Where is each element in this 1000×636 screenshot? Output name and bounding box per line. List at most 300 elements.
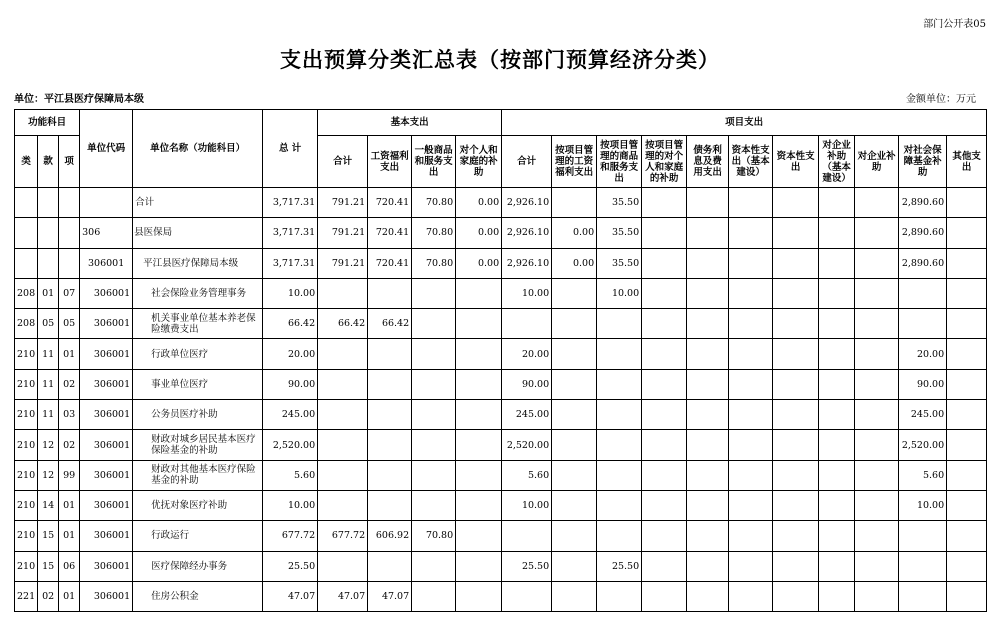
cell-kuan (38, 248, 59, 278)
header-proj-total: 合计 (502, 136, 552, 188)
cell-proj-other (947, 309, 987, 339)
cell-basic-subsidy (456, 339, 502, 369)
cell-proj-capital (773, 188, 819, 218)
cell-proj-total (502, 309, 552, 339)
cell-proj-salary (552, 278, 597, 308)
cell-basic-total: 791.21 (318, 248, 368, 278)
cell-proj-ent-basic (819, 521, 855, 551)
cell-basic-subsidy (456, 551, 502, 581)
cell-proj-capital (773, 581, 819, 611)
header-proj-other: 其他支出 (947, 136, 987, 188)
cell-unit-name: 财政对城乡居民基本医疗保险基金的补助 (133, 430, 263, 460)
cell-xiang: 02 (59, 430, 80, 460)
cell-basic-salary: 720.41 (368, 248, 412, 278)
cell-proj-capital-basic (729, 218, 773, 248)
cell-proj-salary: 0.00 (552, 218, 597, 248)
cell-proj-subsidy (642, 430, 687, 460)
cell-kuan (38, 218, 59, 248)
cell-proj-salary (552, 460, 597, 490)
cell-proj-other (947, 581, 987, 611)
header-lei: 类 (15, 136, 38, 188)
cell-proj-social (899, 278, 947, 308)
header-project: 项目支出 (502, 110, 987, 136)
cell-basic-subsidy (456, 369, 502, 399)
cell-proj-debt (687, 460, 729, 490)
cell-proj-goods (597, 339, 642, 369)
cell-basic-total (318, 460, 368, 490)
cell-proj-ent-basic (819, 430, 855, 460)
cell-proj-capital-basic (729, 248, 773, 278)
cell-proj-salary (552, 188, 597, 218)
cell-proj-ent (855, 278, 899, 308)
cell-basic-total: 677.72 (318, 521, 368, 551)
cell-proj-salary (552, 369, 597, 399)
cell-proj-other (947, 218, 987, 248)
table-row (15, 581, 987, 611)
cell-basic-salary (368, 369, 412, 399)
cell-basic-total (318, 551, 368, 581)
cell-xiang: 03 (59, 400, 80, 430)
cell-basic-goods (412, 551, 456, 581)
cell-proj-total: 10.00 (502, 490, 552, 520)
cell-proj-capital-basic (729, 581, 773, 611)
cell-proj-total: 25.50 (502, 551, 552, 581)
cell-proj-capital-basic (729, 339, 773, 369)
cell-basic-total (318, 278, 368, 308)
cell-xiang: 02 (59, 369, 80, 399)
cell-unit-name: 机关事业单位基本养老保险缴费支出 (133, 309, 263, 339)
cell-proj-total (502, 521, 552, 551)
cell-basic-goods (412, 400, 456, 430)
cell-proj-goods: 25.50 (597, 551, 642, 581)
cell-proj-total: 2,520.00 (502, 430, 552, 460)
cell-lei: 208 (15, 278, 38, 308)
cell-unit-code: 306001 (80, 339, 133, 369)
cell-lei: 210 (15, 369, 38, 399)
cell-proj-social: 5.60 (899, 460, 947, 490)
cell-total: 20.00 (263, 339, 318, 369)
cell-unit-name: 行政单位医疗 (133, 339, 263, 369)
cell-proj-other (947, 400, 987, 430)
cell-proj-capital (773, 278, 819, 308)
cell-total: 3,717.31 (263, 248, 318, 278)
cell-proj-capital-basic (729, 430, 773, 460)
cell-proj-debt (687, 218, 729, 248)
cell-total: 677.72 (263, 521, 318, 551)
cell-basic-salary (368, 339, 412, 369)
cell-unit-name: 住房公积金 (133, 581, 263, 611)
cell-proj-debt (687, 248, 729, 278)
cell-basic-salary: 720.41 (368, 218, 412, 248)
cell-lei (15, 218, 38, 248)
cell-proj-ent-basic (819, 218, 855, 248)
cell-proj-ent (855, 400, 899, 430)
cell-proj-goods: 35.50 (597, 188, 642, 218)
cell-basic-subsidy (456, 521, 502, 551)
cell-proj-ent (855, 460, 899, 490)
table-row (15, 369, 987, 399)
cell-proj-goods (597, 400, 642, 430)
cell-basic-salary: 66.42 (368, 309, 412, 339)
cell-proj-subsidy (642, 278, 687, 308)
cell-unit-code: 306001 (80, 490, 133, 520)
cell-proj-capital-basic (729, 460, 773, 490)
cell-proj-capital-basic (729, 551, 773, 581)
cell-basic-salary (368, 490, 412, 520)
table-number-label: 部门公开表05 (923, 19, 986, 30)
cell-basic-goods: 70.80 (412, 521, 456, 551)
cell-proj-debt (687, 309, 729, 339)
cell-basic-total (318, 369, 368, 399)
cell-proj-other (947, 369, 987, 399)
cell-basic-salary: 606.92 (368, 521, 412, 551)
header-basic: 基本支出 (318, 110, 502, 136)
cell-proj-goods: 35.50 (597, 248, 642, 278)
cell-proj-social: 2,890.60 (899, 188, 947, 218)
cell-basic-total: 47.07 (318, 581, 368, 611)
cell-basic-total (318, 339, 368, 369)
cell-proj-total: 245.00 (502, 400, 552, 430)
cell-xiang: 06 (59, 551, 80, 581)
cell-total: 3,717.31 (263, 188, 318, 218)
cell-proj-ent-basic (819, 278, 855, 308)
cell-proj-capital-basic (729, 521, 773, 551)
cell-unit-code: 306001 (80, 430, 133, 460)
cell-proj-ent (855, 339, 899, 369)
cell-unit-name: 合计 (133, 188, 263, 218)
cell-basic-goods: 70.80 (412, 218, 456, 248)
cell-basic-goods (412, 309, 456, 339)
cell-unit-code: 306001 (80, 400, 133, 430)
cell-kuan: 11 (38, 400, 59, 430)
cell-proj-debt (687, 400, 729, 430)
budget-table (14, 109, 987, 612)
cell-proj-capital (773, 400, 819, 430)
header-proj-subsidy: 按项目管理的对个人和家庭的补助 (642, 136, 687, 188)
cell-unit-code: 306001 (80, 460, 133, 490)
cell-proj-other (947, 188, 987, 218)
header-unit-name: 单位名称（功能科目） (133, 110, 263, 188)
cell-unit-name: 行政运行 (133, 521, 263, 551)
cell-proj-other (947, 460, 987, 490)
cell-basic-subsidy: 0.00 (456, 188, 502, 218)
cell-proj-salary (552, 490, 597, 520)
cell-lei (15, 248, 38, 278)
header-proj-goods: 按项目管理的商品和服务支出 (597, 136, 642, 188)
cell-basic-subsidy: 0.00 (456, 218, 502, 248)
cell-kuan: 01 (38, 278, 59, 308)
cell-basic-goods: 70.80 (412, 188, 456, 218)
cell-basic-subsidy (456, 400, 502, 430)
cell-proj-goods (597, 430, 642, 460)
cell-unit-code: 306001 (80, 369, 133, 399)
cell-proj-ent (855, 430, 899, 460)
cell-total: 47.07 (263, 581, 318, 611)
cell-basic-total: 66.42 (318, 309, 368, 339)
cell-unit-code: 306001 (80, 551, 133, 581)
cell-proj-debt (687, 581, 729, 611)
cell-basic-goods (412, 369, 456, 399)
cell-lei: 210 (15, 521, 38, 551)
cell-kuan: 02 (38, 581, 59, 611)
cell-proj-debt (687, 490, 729, 520)
cell-proj-capital (773, 339, 819, 369)
cell-unit-name: 优抚对象医疗补助 (133, 490, 263, 520)
cell-proj-social: 20.00 (899, 339, 947, 369)
cell-proj-social (899, 581, 947, 611)
cell-proj-ent (855, 369, 899, 399)
cell-proj-subsidy (642, 248, 687, 278)
table-row (15, 188, 987, 218)
page-title: 支出预算分类汇总表（按部门预算经济分类） (280, 48, 720, 72)
cell-total: 66.42 (263, 309, 318, 339)
cell-proj-ent (855, 521, 899, 551)
cell-basic-salary (368, 400, 412, 430)
cell-proj-goods (597, 369, 642, 399)
cell-proj-goods (597, 309, 642, 339)
cell-basic-subsidy (456, 430, 502, 460)
cell-total: 10.00 (263, 490, 318, 520)
cell-proj-capital (773, 460, 819, 490)
cell-proj-social: 2,890.60 (899, 218, 947, 248)
cell-proj-ent (855, 581, 899, 611)
cell-basic-salary: 720.41 (368, 188, 412, 218)
cell-lei: 210 (15, 490, 38, 520)
cell-proj-ent-basic (819, 188, 855, 218)
header-basic-goods: 一般商品和服务支出 (412, 136, 456, 188)
cell-proj-subsidy (642, 369, 687, 399)
header-func-subject: 功能科目 (15, 110, 80, 136)
cell-proj-capital (773, 521, 819, 551)
cell-xiang (59, 248, 80, 278)
cell-proj-other (947, 521, 987, 551)
cell-proj-total: 20.00 (502, 339, 552, 369)
cell-proj-other (947, 430, 987, 460)
table-row (15, 218, 987, 248)
header-basic-total: 合计 (318, 136, 368, 188)
cell-proj-capital-basic (729, 400, 773, 430)
cell-basic-total: 791.21 (318, 188, 368, 218)
cell-unit-name: 公务员医疗补助 (133, 400, 263, 430)
cell-proj-ent-basic (819, 248, 855, 278)
cell-kuan: 12 (38, 430, 59, 460)
cell-basic-subsidy: 0.00 (456, 248, 502, 278)
cell-proj-salary (552, 400, 597, 430)
cell-kuan: 15 (38, 521, 59, 551)
header-proj-ent-basic: 对企业补助（基本建设） (819, 136, 855, 188)
cell-proj-debt (687, 551, 729, 581)
cell-basic-goods (412, 278, 456, 308)
cell-proj-goods (597, 581, 642, 611)
cell-lei: 221 (15, 581, 38, 611)
cell-lei: 210 (15, 339, 38, 369)
cell-unit-code: 306001 (80, 581, 133, 611)
cell-proj-capital (773, 369, 819, 399)
cell-xiang: 01 (59, 339, 80, 369)
cell-proj-other (947, 248, 987, 278)
header-basic-subsidy: 对个人和家庭的补助 (456, 136, 502, 188)
cell-proj-other (947, 490, 987, 520)
cell-proj-capital (773, 309, 819, 339)
cell-proj-capital (773, 490, 819, 520)
cell-basic-total (318, 400, 368, 430)
cell-proj-ent (855, 551, 899, 581)
cell-xiang: 01 (59, 490, 80, 520)
header-proj-capital-basic: 资本性支出（基本建设） (729, 136, 773, 188)
cell-lei: 210 (15, 551, 38, 581)
cell-proj-capital (773, 248, 819, 278)
cell-basic-salary: 47.07 (368, 581, 412, 611)
cell-xiang: 05 (59, 309, 80, 339)
cell-proj-ent-basic (819, 551, 855, 581)
cell-proj-goods (597, 490, 642, 520)
cell-proj-subsidy (642, 339, 687, 369)
cell-unit-name: 事业单位医疗 (133, 369, 263, 399)
header-proj-debt: 债务利息及费用支出 (687, 136, 729, 188)
cell-basic-subsidy (456, 490, 502, 520)
cell-proj-total: 2,926.10 (502, 218, 552, 248)
cell-proj-debt (687, 188, 729, 218)
cell-lei: 210 (15, 400, 38, 430)
cell-proj-ent-basic (819, 490, 855, 520)
cell-unit-name: 财政对其他基本医疗保险基金的补助 (133, 460, 263, 490)
cell-xiang (59, 188, 80, 218)
table-row (15, 460, 987, 490)
cell-total: 10.00 (263, 278, 318, 308)
cell-proj-total: 2,926.10 (502, 248, 552, 278)
cell-total: 90.00 (263, 369, 318, 399)
cell-proj-social: 245.00 (899, 400, 947, 430)
cell-proj-subsidy (642, 188, 687, 218)
unit-label: 单位：平江县医疗保障局本级 (14, 94, 144, 105)
cell-proj-subsidy (642, 551, 687, 581)
cell-unit-code: 306001 (80, 278, 133, 308)
cell-proj-debt (687, 521, 729, 551)
cell-basic-total (318, 430, 368, 460)
cell-proj-capital (773, 551, 819, 581)
cell-basic-goods: 70.80 (412, 248, 456, 278)
header-total: 总 计 (263, 110, 318, 188)
cell-proj-ent-basic (819, 460, 855, 490)
cell-proj-total (502, 581, 552, 611)
header-xiang: 项 (59, 136, 80, 188)
cell-basic-subsidy (456, 581, 502, 611)
cell-proj-social: 10.00 (899, 490, 947, 520)
cell-proj-capital-basic (729, 188, 773, 218)
cell-kuan: 11 (38, 339, 59, 369)
cell-proj-ent (855, 490, 899, 520)
cell-proj-goods: 10.00 (597, 278, 642, 308)
table-row (15, 278, 987, 308)
cell-unit-code: 306001 (80, 521, 133, 551)
cell-kuan: 05 (38, 309, 59, 339)
cell-unit-name: 社会保险业务管理事务 (133, 278, 263, 308)
cell-basic-subsidy (456, 460, 502, 490)
cell-proj-debt (687, 430, 729, 460)
cell-proj-social (899, 551, 947, 581)
cell-total: 5.60 (263, 460, 318, 490)
cell-proj-ent-basic (819, 400, 855, 430)
cell-proj-ent-basic (819, 339, 855, 369)
cell-proj-ent (855, 188, 899, 218)
header-proj-salary: 按项目管理的工资福利支出 (552, 136, 597, 188)
header-proj-social: 对社会保障基金补助 (899, 136, 947, 188)
cell-xiang: 01 (59, 521, 80, 551)
cell-basic-goods (412, 430, 456, 460)
cell-proj-salary (552, 551, 597, 581)
cell-basic-goods (412, 581, 456, 611)
cell-proj-subsidy (642, 521, 687, 551)
cell-total: 25.50 (263, 551, 318, 581)
cell-unit-code (80, 188, 133, 218)
cell-proj-goods (597, 460, 642, 490)
cell-proj-capital-basic (729, 369, 773, 399)
cell-proj-debt (687, 369, 729, 399)
cell-proj-other (947, 278, 987, 308)
cell-proj-social (899, 309, 947, 339)
cell-unit-code: 306001 (80, 248, 133, 278)
header-kuan: 款 (38, 136, 59, 188)
cell-proj-ent (855, 248, 899, 278)
cell-proj-total: 2,926.10 (502, 188, 552, 218)
cell-xiang: 07 (59, 278, 80, 308)
cell-proj-ent-basic (819, 309, 855, 339)
cell-proj-social: 2,520.00 (899, 430, 947, 460)
cell-proj-other (947, 551, 987, 581)
cell-proj-ent (855, 218, 899, 248)
cell-proj-other (947, 339, 987, 369)
cell-basic-goods (412, 339, 456, 369)
table-row (15, 248, 987, 278)
cell-xiang: 99 (59, 460, 80, 490)
cell-proj-social (899, 521, 947, 551)
cell-proj-goods (597, 521, 642, 551)
cell-unit-name: 医疗保障经办事务 (133, 551, 263, 581)
cell-lei (15, 188, 38, 218)
table-row (15, 551, 987, 581)
currency-unit-label: 金额单位：万元 (906, 94, 976, 105)
cell-basic-total: 791.21 (318, 218, 368, 248)
cell-total: 245.00 (263, 400, 318, 430)
cell-basic-salary (368, 460, 412, 490)
cell-xiang (59, 218, 80, 248)
cell-proj-debt (687, 339, 729, 369)
cell-kuan: 14 (38, 490, 59, 520)
header-proj-ent: 对企业补助 (855, 136, 899, 188)
cell-proj-capital-basic (729, 278, 773, 308)
table-row (15, 521, 987, 551)
cell-kuan: 11 (38, 369, 59, 399)
cell-proj-subsidy (642, 490, 687, 520)
cell-proj-salary (552, 581, 597, 611)
cell-proj-total: 5.60 (502, 460, 552, 490)
cell-basic-subsidy (456, 278, 502, 308)
cell-unit-code: 306 (80, 218, 133, 248)
cell-unit-name: 平江县医疗保障局本级 (133, 248, 263, 278)
cell-basic-goods (412, 460, 456, 490)
cell-proj-ent (855, 309, 899, 339)
cell-xiang: 01 (59, 581, 80, 611)
cell-proj-subsidy (642, 400, 687, 430)
cell-lei: 208 (15, 309, 38, 339)
table-row (15, 490, 987, 520)
cell-proj-social: 2,890.60 (899, 248, 947, 278)
cell-unit-code: 306001 (80, 309, 133, 339)
cell-proj-capital-basic (729, 309, 773, 339)
table-row (15, 309, 987, 339)
cell-unit-name: 县医保局 (133, 218, 263, 248)
cell-proj-capital-basic (729, 490, 773, 520)
